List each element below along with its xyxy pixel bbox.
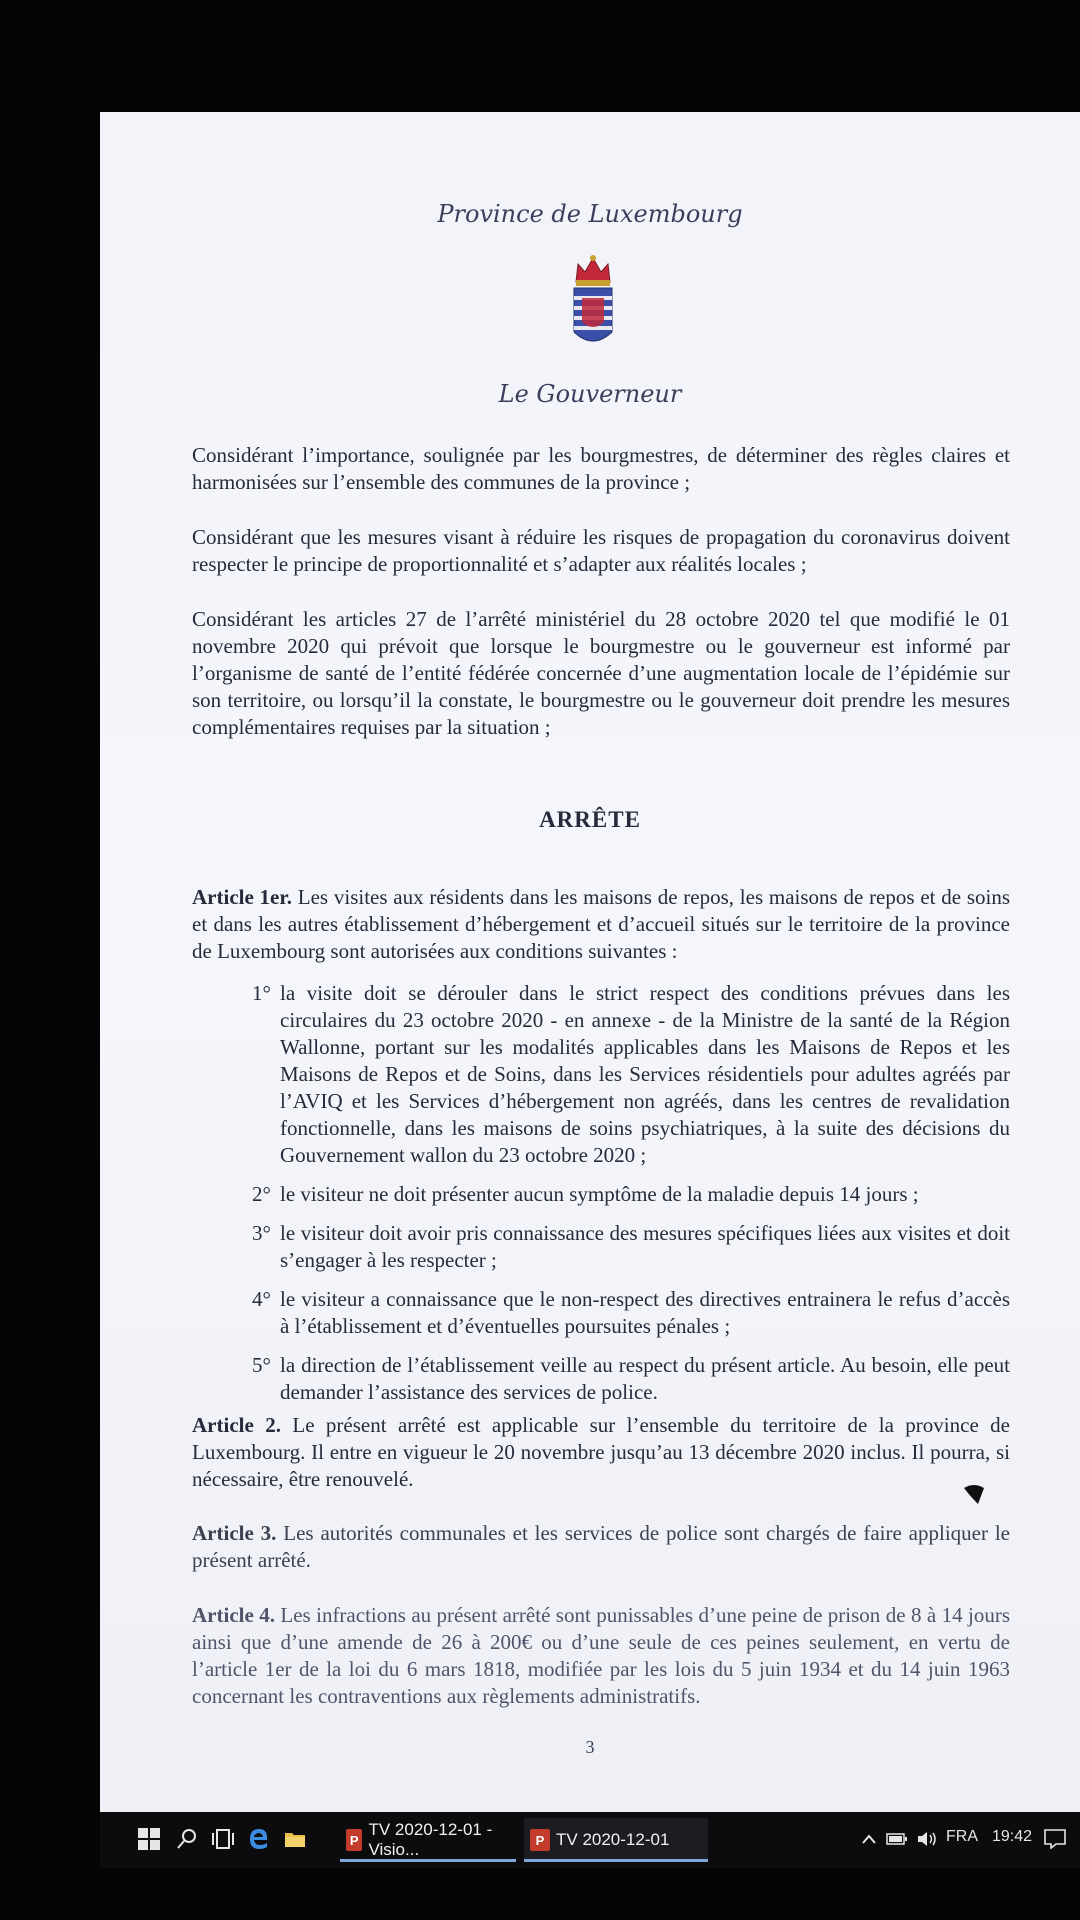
paragraph-considerant-1: Considérant l’importance, soulignée par les bourgmestres, de déterminer des règles claires et harmonisées sur l’ensemble des communes de la province ; bbox=[192, 443, 1010, 494]
file-explorer-icon[interactable] bbox=[280, 1824, 310, 1854]
list-item bbox=[252, 1220, 1010, 1274]
list-item-text: le visiteur ne doit présenter aucun symptôme de la maladie depuis 14 jours ; bbox=[280, 1182, 919, 1206]
document-viewer bbox=[100, 112, 1080, 1812]
article-4-label: Article 4. bbox=[192, 1603, 275, 1627]
powerpoint-icon: P bbox=[346, 1829, 362, 1851]
list-item bbox=[252, 1286, 1010, 1340]
taskbar-app-label: TV 2020-12-01 bbox=[556, 1830, 670, 1849]
header-gouverneur: Le Gouverneur bbox=[498, 380, 682, 408]
windows-start-icon[interactable] bbox=[134, 1824, 164, 1854]
list-item bbox=[252, 1352, 1010, 1406]
article-2-label: Article 2. bbox=[192, 1413, 281, 1437]
list-item-number: 4° bbox=[252, 1287, 271, 1311]
article-3-label: Article 3. bbox=[192, 1521, 277, 1545]
paragraph-considerant-3: Considérant les articles 27 de l’arrêté ministériel du 28 octobre 2020 tel que modifié le 01 novembre 2020 qui prévoit que lorsque le bourgmestre ou le gouverneur est informé par l’organisme de santé de l’entité fédérée concernée d’une augmentation locale de l’épidémie sur son territoire, ou lorsqu’il la constate, le bourgmestre ou le gouverneur doit prendre les mesures complémentaires requises par la situation ; bbox=[192, 607, 1010, 739]
crest-icon bbox=[568, 252, 618, 352]
article-2 bbox=[192, 1412, 1010, 1493]
title-arrete: ARRÊTE bbox=[539, 807, 641, 832]
list-item-number: 1° bbox=[252, 981, 271, 1005]
article-1 bbox=[192, 884, 1010, 965]
active-indicator bbox=[524, 1859, 708, 1862]
list-item-text: le visiteur a connaissance que le non-respect des directives entrainera le refus d’accès à l’établissement et d’éventuelles poursuites pénales ; bbox=[280, 1287, 1010, 1338]
list-item-number: 2° bbox=[252, 1182, 271, 1206]
document-page bbox=[100, 112, 1080, 1812]
taskbar-app-label: TV 2020-12-01 - Visio... bbox=[368, 1820, 493, 1859]
list-item-text: la direction de l’établissement veille au respect du présent article. Au besoin, elle peut demander l’assistance des services de police. bbox=[280, 1353, 1010, 1404]
article-3-text: Les autorités communales et les services de police sont chargés de faire appliquer le présent arrêté. bbox=[192, 1521, 1010, 1572]
article-2-text: Le présent arrêté est applicable sur l’ensemble du territoire de la province de Luxembourg. Il entre en vigueur le 20 novembre jusqu’au 13 décembre 2020 inclus. Il pourra, si nécessaire, être renouvelé. bbox=[192, 1413, 1010, 1491]
list-item-text: la visite doit se dérouler dans le strict respect des conditions prévues dans les circulaires du 23 octobre 2020 - en annexe - de la Ministre de la santé de la Région Wallonne, portant sur les modalités applicables dans les Maisons de Repos et les Maisons de Repos et de Soins, dans les Services résidentiels pour adultes agréés par l’AVIQ et les Services d’hébergement non agréés, dans les centres de revalidation fonctionnelle, dans les maisons de soins psychiatriques, à la suite des décisions du Gouvernement wallon du 23 octobre 2020 ; bbox=[280, 981, 1010, 1167]
volume-icon[interactable] bbox=[912, 1824, 942, 1854]
taskbar bbox=[100, 1812, 1080, 1868]
active-indicator bbox=[340, 1859, 516, 1862]
page-number: 3 bbox=[585, 1737, 595, 1757]
article-3 bbox=[192, 1520, 1010, 1574]
list-item bbox=[252, 980, 1010, 1169]
article-1-label: Article 1er. bbox=[192, 885, 293, 909]
list-item-number: 5° bbox=[252, 1353, 271, 1377]
notification-icon[interactable] bbox=[1040, 1824, 1070, 1854]
mouse-pointer-icon bbox=[962, 1482, 986, 1506]
task-view-icon[interactable] bbox=[208, 1824, 238, 1854]
edge-browser-icon[interactable] bbox=[244, 1824, 274, 1854]
powerpoint-icon: P bbox=[530, 1829, 550, 1851]
article-4-text: Les infractions au présent arrêté sont punissables d’une peine de prison de 8 à 14 jours ainsi que d’une amende de 26 à 200€ ou d’une seule de ces peines seulement, en vertu de l’article 1er de la loi du 6 mars 1818, modifiée par les lois du 5 juin 1934 et du 14 juin 1963 concernant les contraventions aux règlements administratifs. bbox=[192, 1603, 1010, 1708]
list-item-text: le visiteur doit avoir pris connaissance des mesures spécifiques liées aux visites et doit s’engager à les respecter ; bbox=[280, 1221, 1010, 1272]
article-1-text: Les visites aux résidents dans les maisons de repos, les maisons de repos et de soins et dans les autres établissement d’hébergement et d’accueil situés sur le territoire de la province de Luxembourg sont autorisées aux conditions suivantes : bbox=[192, 885, 1010, 963]
clock-time[interactable]: 19:42 bbox=[992, 1828, 1033, 1845]
article-1-conditions bbox=[252, 980, 1010, 1418]
paragraph-considerant-2: Considérant que les mesures visant à réduire les risques de propagation du coronavirus doivent respecter le principe de proportionnalité et s’adapter aux réalités locales ; bbox=[192, 525, 1010, 576]
taskbar-app-tv[interactable] bbox=[524, 1818, 708, 1862]
search-icon[interactable] bbox=[172, 1824, 202, 1854]
article-4 bbox=[192, 1602, 1010, 1710]
list-item bbox=[252, 1181, 1010, 1208]
taskbar-app-visio[interactable] bbox=[340, 1818, 516, 1862]
list-item-number: 3° bbox=[252, 1221, 271, 1245]
input-language[interactable]: FRA bbox=[946, 1828, 978, 1845]
chevron-up-icon[interactable] bbox=[854, 1824, 884, 1854]
battery-icon[interactable] bbox=[882, 1824, 912, 1854]
header-province: Province de Luxembourg bbox=[437, 200, 743, 228]
